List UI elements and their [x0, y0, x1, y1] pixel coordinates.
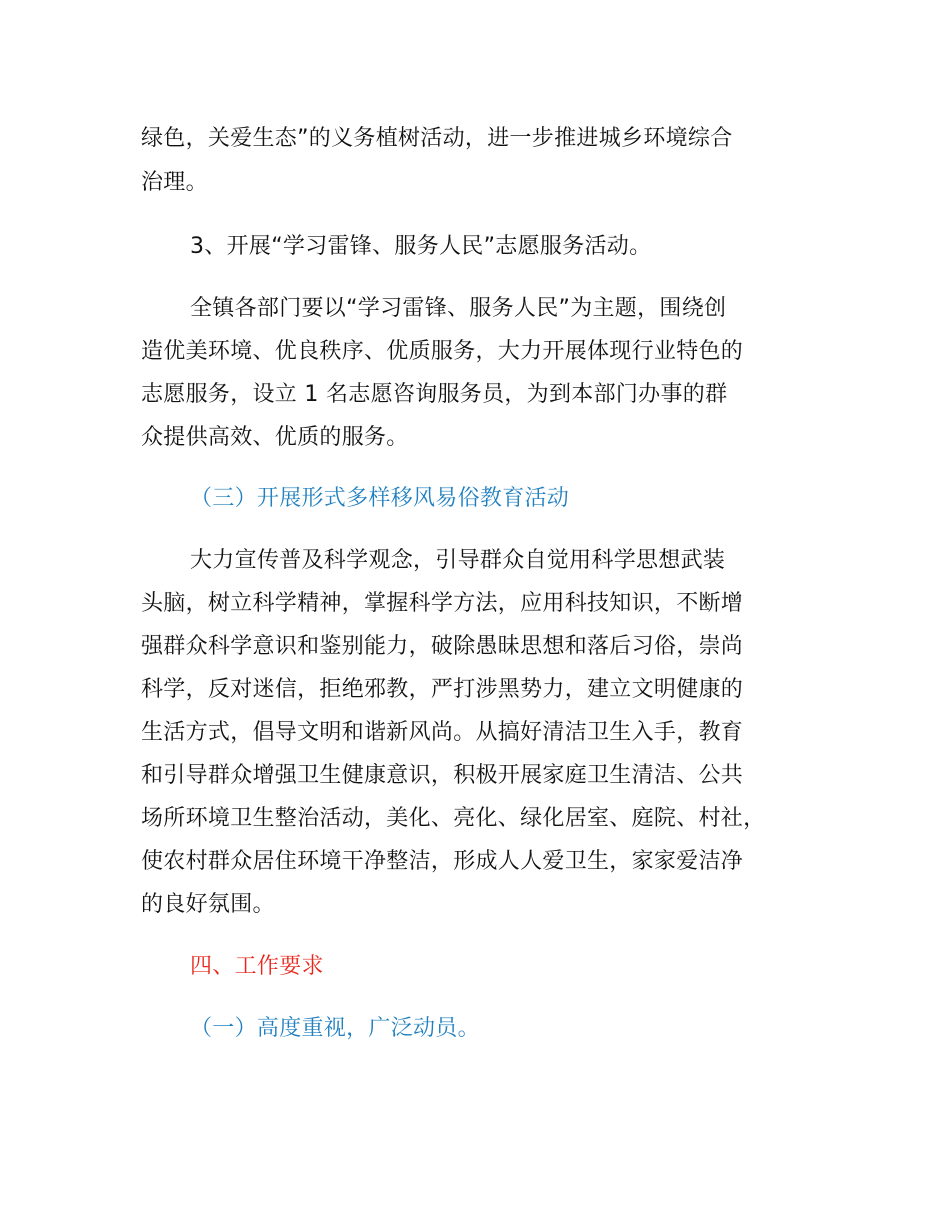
paragraph-line: 场所环境卫生整治活动，美化、亮化、绿化居室、庭院、村社，: [141, 806, 766, 831]
section-heading: （三）开展形式多样移风易俗教育活动: [190, 486, 570, 511]
paragraph-line: 治理。: [141, 170, 208, 195]
paragraph-line: 众提供高效、优质的服务。: [141, 425, 409, 450]
subsection-heading: （一）高度重视，广泛动员。: [190, 1016, 480, 1041]
paragraph-line: 生活方式，倡导文明和谐新风尚。从搞好清洁卫生入手，教育: [141, 720, 744, 745]
paragraph-line: 造优美环境、优良秩序、优质服务，大力开展体现行业特色的: [141, 339, 744, 364]
chapter-heading: 四、工作要求: [190, 954, 324, 979]
paragraph-line: 头脑，树立科学精神，掌握科学方法，应用科技知识，不断增: [141, 591, 744, 616]
paragraph-line: 绿色，关爱生态”的义务植树活动，进一步推进城乡环境综合: [141, 126, 733, 151]
paragraph-line: 使农村群众居住环境干净整洁，形成人人爱卫生，家家爱洁净: [141, 849, 744, 874]
item-heading: 3、开展“学习雷锋、服务人民”志愿服务活动。: [190, 234, 652, 259]
paragraph-line: 科学，反对迷信，拒绝邪教，严打涉黑势力，建立文明健康的: [141, 677, 744, 702]
paragraph-line: 强群众科学意识和鉴别能力，破除愚昧思想和落后习俗，崇尚: [141, 634, 744, 659]
paragraph-line: 的良好氛围。: [141, 892, 275, 917]
paragraph-line: 大力宣传普及科学观念，引导群众自觉用科学思想武装: [190, 548, 726, 573]
paragraph-line: 和引导群众增强卫生健康意识，积极开展家庭卫生清洁、公共: [141, 763, 744, 788]
paragraph-line: 全镇各部门要以“学习雷锋、服务人民”为主题，围绕创: [190, 296, 727, 321]
paragraph-line: 志愿服务，设立 1 名志愿咨询服务员，为到本部门办事的群: [141, 382, 728, 407]
